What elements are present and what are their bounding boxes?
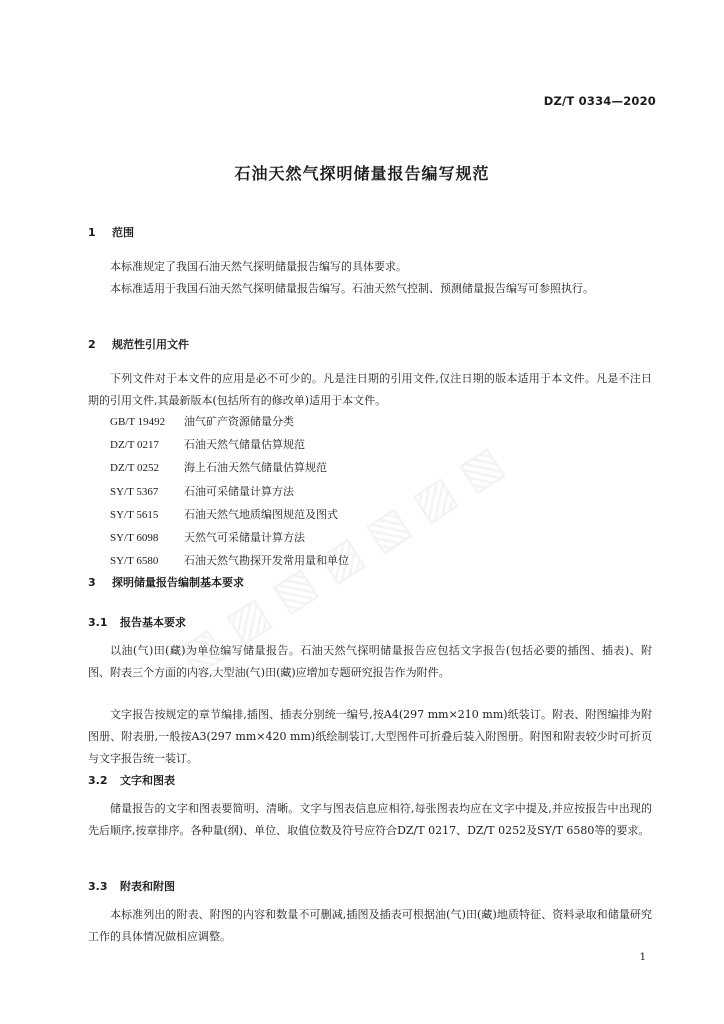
section-title: 探明储量报告编制基本要求 — [112, 576, 244, 589]
section-number: 3.3 — [88, 880, 108, 893]
reference-code: DZ/T 0217 — [110, 439, 159, 452]
reference-title: 石油可采储量计算方法 — [184, 484, 294, 498]
reference-title: 海上石油天然气储量估算规范 — [184, 461, 327, 475]
section-1-heading — [88, 224, 134, 240]
section-2-heading — [88, 336, 189, 352]
section-number: 3.2 — [88, 774, 108, 787]
reference-item — [110, 526, 349, 549]
reference-code: DZ/T 0252 — [110, 462, 159, 475]
section-1-paragraph-2: 本标准适用于我国石油天然气探明储量报告编写。石油天然气控制、预测储量报告编写可参照执行。 — [110, 282, 594, 295]
standard-code: DZ/T 0334—2020 — [543, 94, 656, 108]
section-3-3-paragraph-1: 本标准列出的附表、附图的内容和数量不可删减,插图及插表可根据油(气)田(藏)地质特征、资料录取和储量研究工作的具体情况做相应调整。 — [88, 908, 652, 943]
reference-item — [110, 433, 349, 456]
section-3-heading — [88, 574, 244, 590]
section-2-intro: 下列文件对于本文件的应用是必不可少的。凡是注日期的引用文件,仅注日期的版本适用于本文件。凡是不注日期的引用文件,其最新版本(包括所有的修改单)适用于本文件。 — [88, 372, 652, 407]
page-number: 1 — [639, 952, 646, 963]
section-1-paragraph-1: 本标准规定了我国石油天然气探明储量报告编写的具体要求。 — [110, 260, 407, 273]
section-title: 文字和图表 — [120, 774, 175, 787]
section-title: 规范性引用文件 — [112, 338, 189, 351]
reference-title: 油气矿产资源储量分类 — [184, 415, 294, 428]
document-title: 石油天然气探明储量报告编写规范 — [234, 164, 490, 183]
section-3-1-paragraph-2: 文字报告按规定的章节编排,插图、插表分别统一编号,按A4(297 mm×210 mm)纸装订。附表、附图编排为附图册、附表册,一般按A3(297 mm×420 mm)纸绘制装订,大型图件可折叠后装入附图册。附图和附表较少时可折页与文字报告统一装订。 — [88, 708, 652, 765]
section-3-1-heading — [88, 614, 186, 630]
reference-code: SY/T 6098 — [110, 531, 159, 544]
reference-code: SY/T 5615 — [110, 508, 159, 521]
reference-title: 石油天然气储量估算规范 — [184, 438, 305, 452]
section-title: 报告基本要求 — [120, 616, 186, 629]
reference-item — [110, 456, 349, 479]
section-3-3-heading — [88, 878, 175, 894]
section-title: 附表和附图 — [120, 880, 175, 893]
section-number: 3.1 — [88, 616, 108, 629]
section-3-1-paragraph-1: 以油(气)田(藏)为单位编写储量报告。石油天然气探明储量报告应包括文字报告(包括必要的插图、插表)、附图、附表三个方面的内容,大型油(气)田(藏)应增加专题研究报告作为附件。 — [88, 644, 652, 679]
section-3-2-paragraph-1: 储量报告的文字和图表要简明、清晰。文字与图表信息应相符,每张图表均应在文字中提及,并应按报告中出现的先后顺序,按章排序。各种量(纲)、单位、取值位数及符号应符合DZ/T 0217、DZ/T 0252及SY/T 6580等的要求。 — [88, 802, 652, 837]
reference-title: 天然气可采储量计算方法 — [184, 530, 305, 544]
section-3-2-heading — [88, 772, 175, 788]
reference-code: SY/T 6580 — [110, 555, 159, 568]
reference-item — [110, 503, 349, 526]
section-number: 3 — [88, 576, 96, 589]
section-number: 2 — [88, 338, 96, 351]
reference-item — [110, 410, 349, 433]
reference-item — [110, 480, 349, 503]
section-title: 范围 — [112, 226, 134, 239]
normative-references-list — [110, 410, 349, 572]
section-number: 1 — [88, 226, 96, 239]
reference-title: 石油天然气勘探开发常用量和单位 — [184, 554, 349, 568]
reference-code: SY/T 5367 — [110, 485, 159, 498]
reference-title: 石油天然气地质编图规范及图式 — [184, 507, 338, 521]
reference-item — [110, 549, 349, 572]
reference-code: GB/T 19492 — [110, 416, 166, 428]
